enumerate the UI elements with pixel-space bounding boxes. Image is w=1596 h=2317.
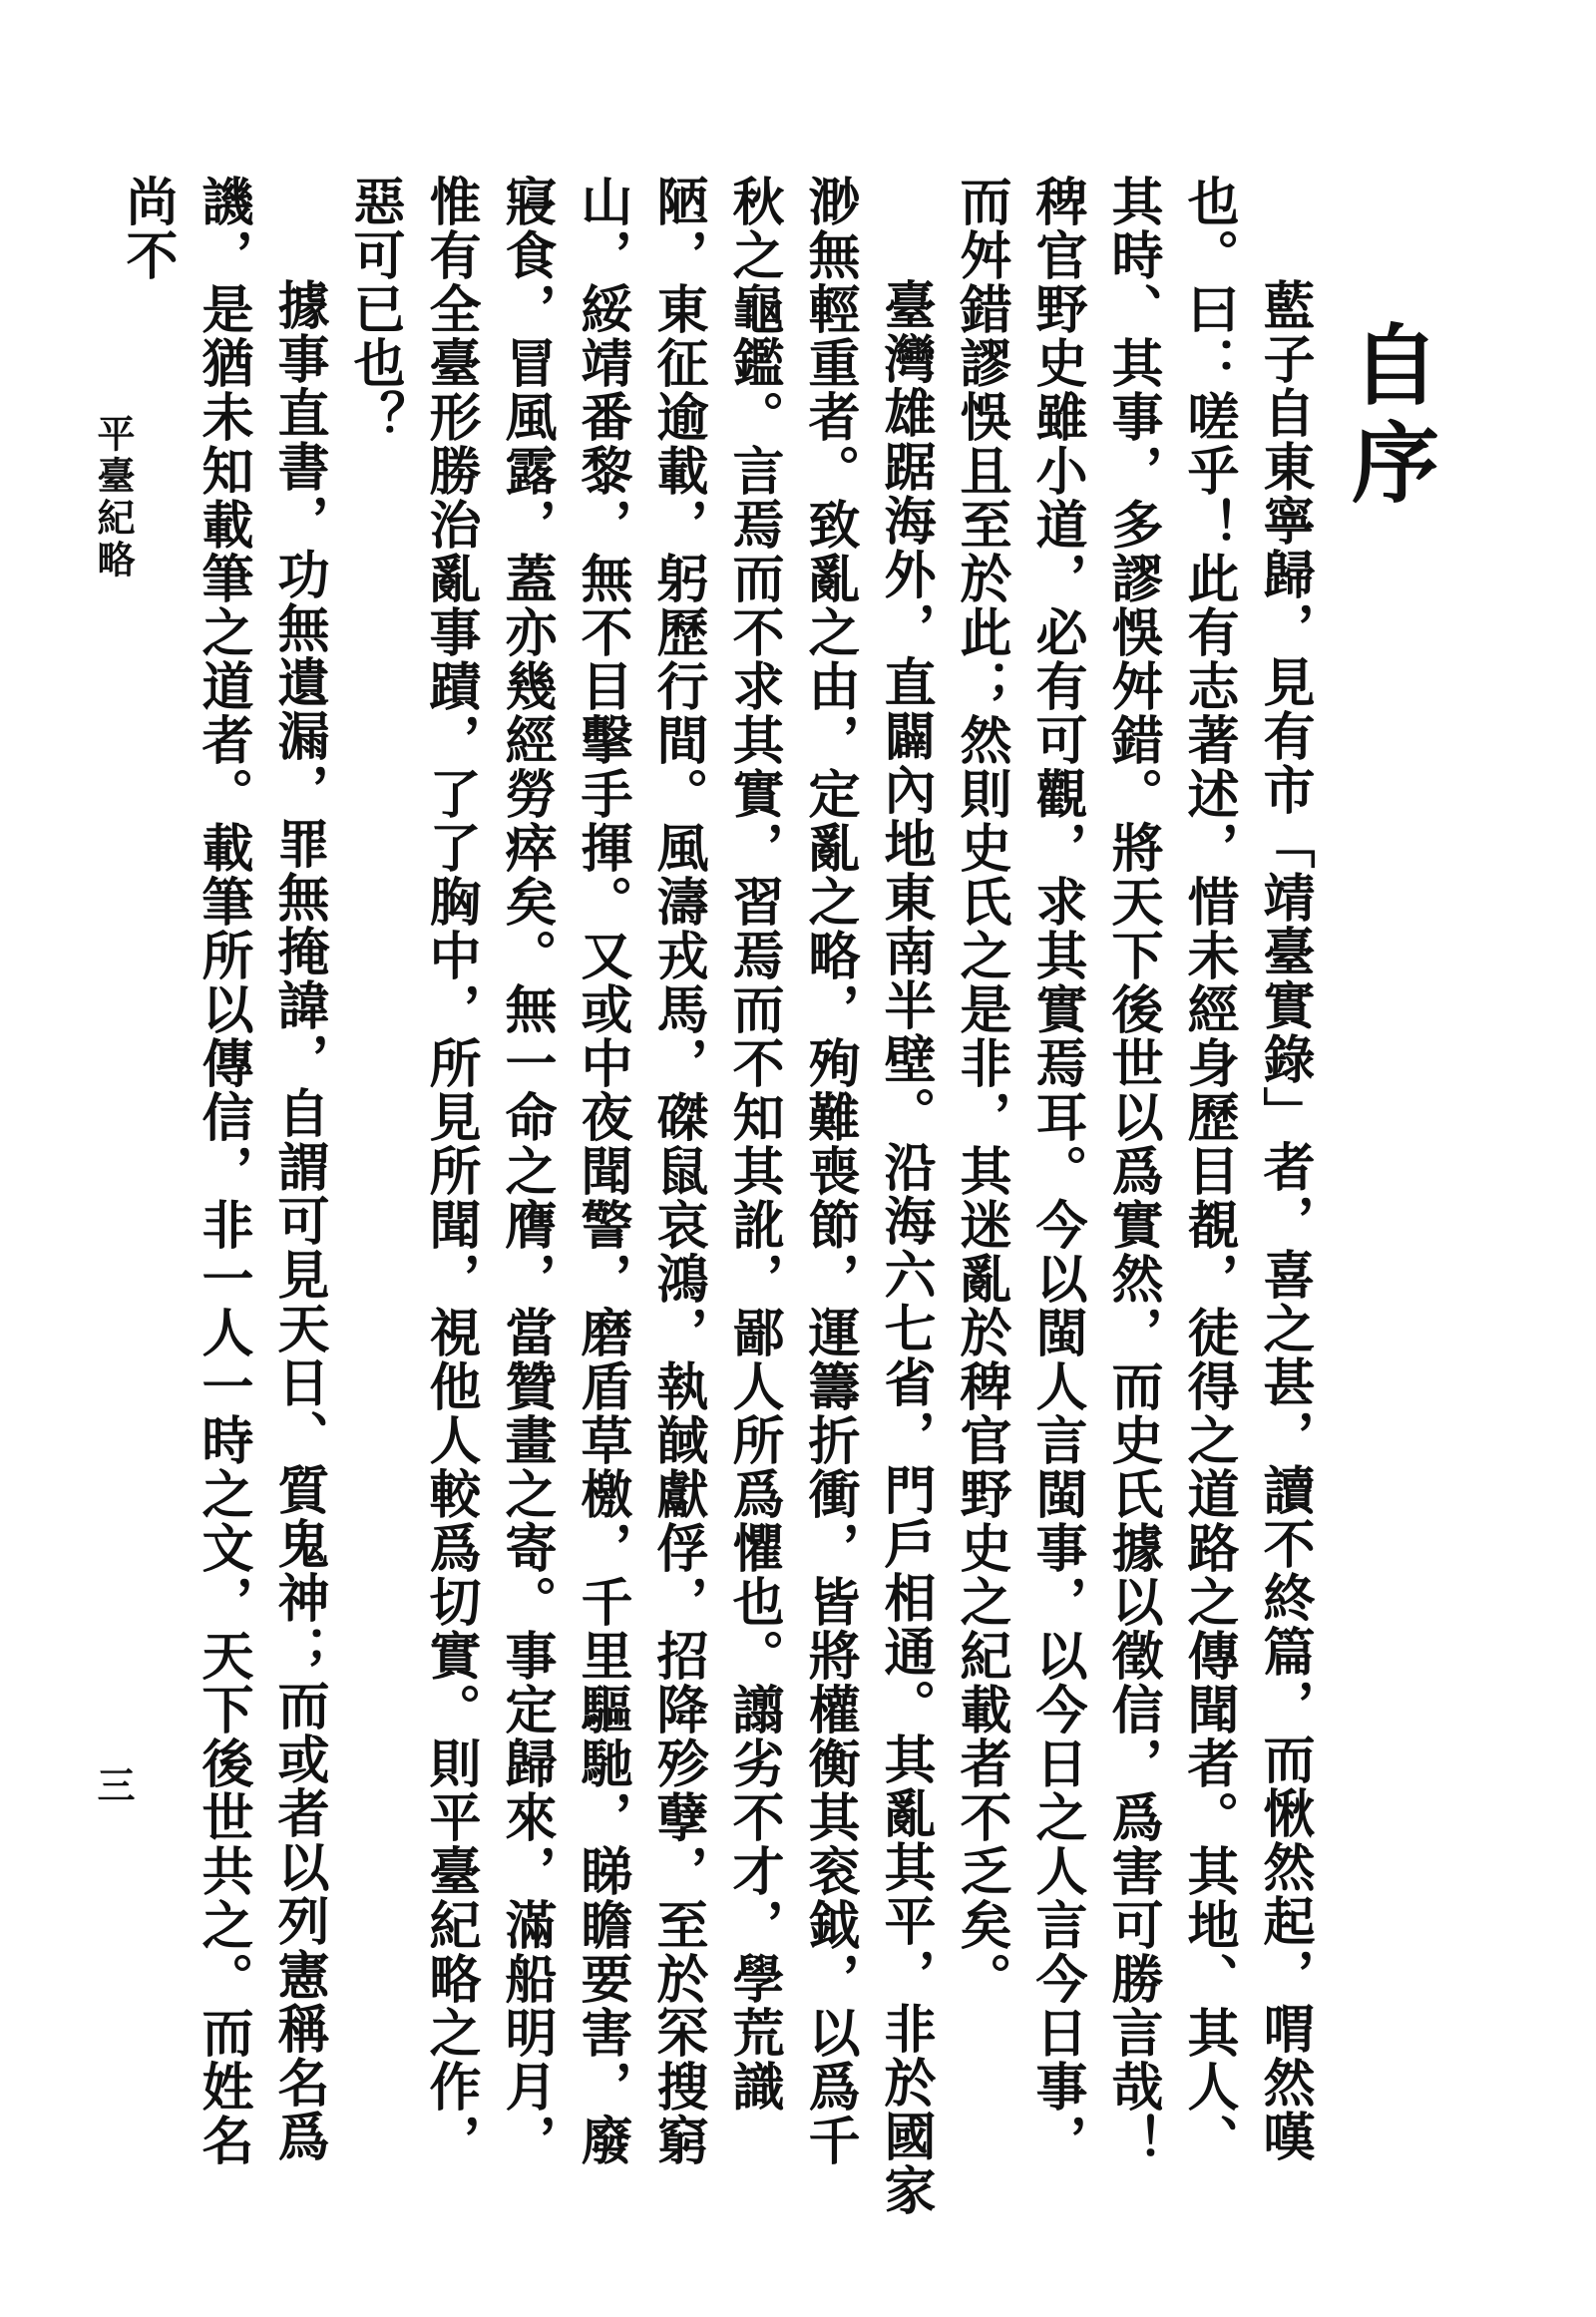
paragraph: 臺灣雄踞海外，直闢內地東南半壁。沿海六七省，門戶相通。其亂其平，非於國家渺無輕重者。致亂之由，定亂之略，殉難喪節，運籌折衝，皆將權衡其衮鉞，以爲千秋之龜鑑。言焉而不求其實，習焉而不知其訛，鄙人所爲懼也。譾劣不才，學荒識陋，東征逾載，躬歷行間。風濤戎馬，磔鼠哀鴻，執馘獻俘，招降殄孽，至於罙搜窮山，綏靖番黎，無不目擊手揮。又或中夜聞警，磨盾草檄，千里驅馳，睇瞻要害，廢寢食，冒風露，蓋亦幾經勞瘁矣。無一命之膺，當贊畫之寄。事定歸來，滿船明月，惟有全臺形勝治亂事蹟，了了胸中，所見所聞，視他人較爲切實。則平臺紀略之作，惡可已也？ <box>344 175 936 2217</box>
page-number: 三 <box>91 1765 136 1803</box>
page-title: 自序 <box>1338 319 1441 515</box>
paragraph: 藍子自東寧歸，見有市「靖臺實錄」者，喜之甚，讀不終篇，而愀然起，喟然嘆也。曰：嗟乎！此有志著述，惜未經身歷目覩，徒得之道路之傳聞者。其地、其人、其時、其事，多謬悞舛錯。將天下後世以爲實然，而史氏據以徵信，爲害可勝言哉！稗官野史雖小道，必有可觀，求其實焉耳。今以閩人言閩事，以今日之人言今日事，而舛錯謬悞且至於此；然則史氏之是非，其迷亂於稗官野史之紀載者不乏矣。 <box>951 175 1315 2167</box>
running-book-title: 平臺紀略 <box>91 414 136 581</box>
preface-body <box>117 175 1322 2219</box>
paragraph: 據事直書，功無遺漏，罪無掩諱，自謂可見天日、質鬼神；而或者以列憲稱名爲譏，是猶未知載筆之道者。載筆所以傳信，非一人一時之文，天下後世共之。而姓名尚不 <box>117 175 329 2167</box>
